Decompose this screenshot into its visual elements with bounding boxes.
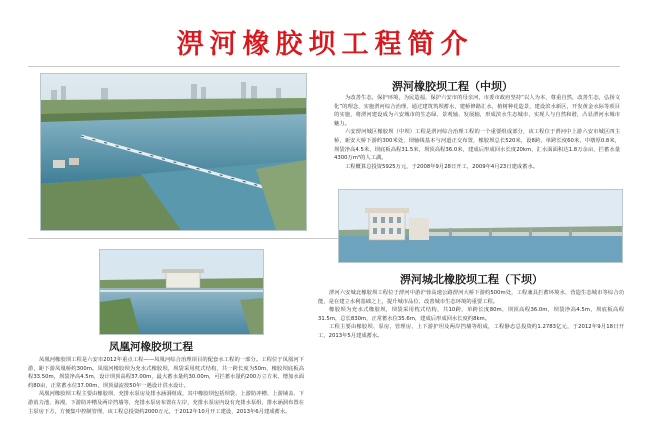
chengbei-photo <box>338 189 623 263</box>
zhongba-paragraph: 工程概算总投资5925万元，于2008年9月28日开工，2009年4月23日建成蓄水。 <box>345 163 539 170</box>
aerial-dam-image <box>41 74 306 230</box>
zhongba-paragraph: 六安淠河城区橡胶坝（中坝）工程是淠河综合治理工程的一个重要组成部分，该工程位于淠河中上游六安市城区四主桥，新安大桥下游约300米处，坝轴线基本与河道正交布置，橡胶坝总长520米，设8跨，单跨长度60米，中墩厚0.8米，坝袋净高4.5米，坝底板高程31.5米，坝顶高程36.0米，建成后形成回水长度20km，汇水面面积达1.8万余亩，拦蓄水量4300万m³的人工湖。 <box>334 129 620 162</box>
fenghuang-dam-image <box>100 250 263 334</box>
fenghuang-paragraph: 凤凰河橡胶坝工程是六安市2012年重点工程——凤凰河综合治理项目的配套水工程的一部分。工程位于凤凰河下游，距下游凤凰桥约300m。凤凰河橡胶坝为充水式橡胶坝，坝袋采用枕式结构，共一跨长度为50m，橡胶坝底板高程33.50m，坝袋净高4.5m，设计坝顶高程37.00m，最大蓄水量约30.00m，可拦蓄水量约200万立方米，增加水面约80亩，正常蓄水位37.00m，坝顶溢流按50年一遇设计洪水设计。 <box>28 357 304 389</box>
fenghuang-photo <box>99 249 264 335</box>
chengbei-paragraph: 橡胶坝为充水式橡胶坝，坝袋采用枕式结构，共10跨，单跨长度80m，坝顶高程36.0m，坝袋净高4.5m，坝底板高程31.5m，总长830m，正常蓄水位35.6m，建成后形成回水长度约8km。 <box>318 307 624 322</box>
fenghuang-paragraph: 凤凰河橡胶坝工程主要由橡胶坝、充排水泵房及排水涵洞组成，其中橡胶坝包括坝袋、上游防冲槽、上游铺盖、下游消力池、海漫、下游防冲槽及两岸挡墙等，充排水泵房布置在左岸，充排水泵房内设有充排水泵组，排水涵洞布置在主泵房下方，方便集中控制管理，该工程总投资约2000万元，于2012年10月开工建设，2013年6月建成蓄水。 <box>28 391 304 415</box>
chengbei-paragraph: 淠河六安城北橡胶坝工程位于淠河中游沪蓉高速公路淠河大桥下游约500m处，工程兼具拦蓄环境水、营造生态城市等综合功能，是在建立水利基础之上，提升城市品位、改善城市生态环境的重要工程。 <box>318 290 624 305</box>
fenghuang-heading: 凤凰河橡胶坝工程 <box>109 341 193 353</box>
page-title: 淠河橡胶坝工程简介 <box>176 29 474 60</box>
chengbei-heading: 淠河城北橡胶坝工程（下坝） <box>400 273 543 286</box>
zhongba-heading: 淠河橡胶坝工程（中坝） <box>392 80 513 93</box>
zhongba-paragraph: 为改善生态，保护环境，为民造福，保护六安市的母亲河，市委市政府坚持“以人为本，尊重自然，改善生态，弘扬文化”的理念，实施淠河综合治理，通过建筑筑坝蓄水，建桥修路汇水，植树种花造景，建设滨水新区，开发黄金水际等项目的实施，将淠河建设成为六安城市的生态绿、景观轴、发展轴，形成滨水生态城市，实现人与自然和谐，凸显淠河水城市魅力。 <box>334 95 620 127</box>
fenghuang-text <box>28 356 304 416</box>
zhongba-text <box>334 94 620 171</box>
chengbei-dam-image <box>339 190 622 262</box>
chengbei-paragraph: 工程主要由橡胶坝、泵房、管理房、上下游护坦及两岸挡墙等组成，工程静态总投资约1.2783亿元，于2012年9月18日开工，2013年5月建成蓄水。 <box>318 324 624 339</box>
chengbei-text <box>318 289 624 341</box>
title-divider <box>28 66 620 67</box>
zhongba-photo <box>40 73 307 231</box>
